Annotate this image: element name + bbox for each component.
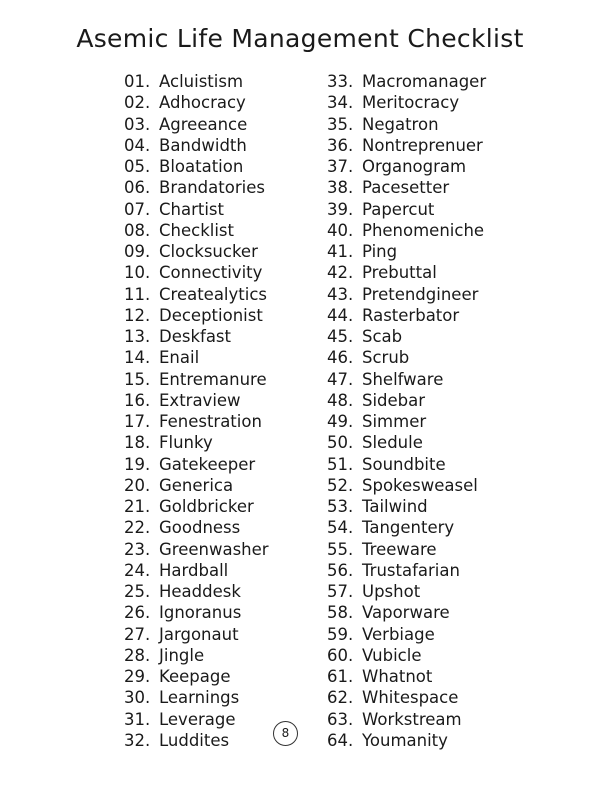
checklist-item <box>124 390 269 411</box>
checklist-item-label: Tangentery <box>362 518 455 538</box>
checklist-item <box>124 199 269 220</box>
checklist-item-number: 45. <box>327 327 354 346</box>
checklist-item-label: Extraview <box>159 390 241 410</box>
checklist-item-label: Entremanure <box>159 369 267 389</box>
checklist-item-label: Adhocracy <box>159 93 246 113</box>
checklist-item <box>124 624 269 645</box>
checklist-item-label: Negatron <box>362 114 439 134</box>
checklist-item <box>327 369 486 390</box>
checklist-item-label: Pretendgineer <box>362 284 479 304</box>
checklist-item <box>124 602 269 623</box>
checklist-item-number: 15. <box>124 369 151 389</box>
checklist-item-label: Greenwasher <box>159 539 269 559</box>
checklist-item-number: 14. <box>124 348 151 368</box>
checklist-item <box>327 177 486 198</box>
checklist-item-label: Hardball <box>159 560 229 580</box>
checklist-item <box>124 475 269 496</box>
checklist-item <box>327 666 486 687</box>
checklist-item-label: Papercut <box>362 199 435 219</box>
checklist-item-number: 62. <box>327 688 354 708</box>
checklist-item <box>124 369 269 390</box>
checklist-item-number: 26. <box>124 603 151 623</box>
checklist-item <box>124 262 269 283</box>
checklist-item-label: Rasterbator <box>362 305 460 325</box>
checklist-item-number: 57. <box>327 582 354 601</box>
checklist-item-label: Soundbite <box>362 454 446 474</box>
checklist-item-label: Scab <box>362 327 403 346</box>
checklist-item-number: 37. <box>327 157 354 176</box>
checklist-item-label: Chartist <box>159 199 224 219</box>
checklist-item-label: Sidebar <box>362 390 426 410</box>
checklist-item-label: Upshot <box>362 582 421 601</box>
checklist-item-number: 39. <box>327 199 354 219</box>
checklist-item-number: 64. <box>327 730 354 750</box>
checklist-item-number: 60. <box>327 645 354 665</box>
checklist-item-number: 20. <box>124 475 151 495</box>
checklist-item-label: Organogram <box>362 157 467 176</box>
checklist-item <box>124 220 269 241</box>
checklist-item-label: Luddites <box>159 730 230 750</box>
checklist-item <box>327 262 486 283</box>
checklist-item-number: 03. <box>124 114 151 134</box>
checklist-item <box>327 156 486 177</box>
checklist-item-label: Vaporware <box>362 603 450 623</box>
checklist-item-label: Goodness <box>159 518 241 538</box>
checklist-item <box>327 220 486 241</box>
checklist-item <box>124 581 269 602</box>
checklist-column-right <box>327 71 486 751</box>
checklist-item <box>327 602 486 623</box>
checklist-item <box>124 241 269 262</box>
checklist-item-number: 42. <box>327 263 354 283</box>
checklist-item <box>124 517 269 538</box>
checklist-item-number: 46. <box>327 348 354 368</box>
checklist-item-label: Verbiage <box>362 624 435 644</box>
checklist-item-number: 05. <box>124 157 151 176</box>
checklist-item-label: Whitespace <box>362 688 459 708</box>
checklist-item-label: Spokesweasel <box>362 475 478 495</box>
checklist-item <box>327 645 486 666</box>
checklist-item-label: Macromanager <box>362 72 487 91</box>
checklist-item <box>327 347 486 368</box>
checklist-item <box>327 560 486 581</box>
checklist-item <box>124 496 269 517</box>
checklist-item-label: Pacesetter <box>362 178 450 198</box>
page-number-badge: 8 <box>273 721 298 746</box>
checklist-item-label: Bandwidth <box>159 135 247 155</box>
checklist-item-label: Deskfast <box>159 327 231 346</box>
checklist-item-number: 47. <box>327 369 354 389</box>
checklist-item <box>327 539 486 560</box>
checklist-item <box>327 326 486 347</box>
checklist-item-number: 58. <box>327 603 354 623</box>
checklist-item <box>124 177 269 198</box>
checklist-item-label: Clocksucker <box>159 242 258 261</box>
checklist-item-label: Tailwind <box>362 497 428 516</box>
checklist-item-number: 40. <box>327 220 354 240</box>
checklist-item-label: Createalytics <box>159 284 268 304</box>
checklist-item <box>327 241 486 262</box>
checklist-item-label: Fenestration <box>159 412 262 431</box>
checklist-item-number: 41. <box>327 242 354 261</box>
checklist-item-label: Phenomeniche <box>362 220 485 240</box>
checklist-item-label: Sledule <box>362 433 423 453</box>
checklist-item-number: 28. <box>124 645 151 665</box>
checklist-item <box>124 347 269 368</box>
checklist-item-number: 55. <box>327 539 354 559</box>
checklist-item <box>124 411 269 432</box>
checklist-item <box>124 454 269 475</box>
checklist-item-number: 12. <box>124 305 151 325</box>
checklist-item-label: Jingle <box>159 645 205 665</box>
checklist-item <box>327 71 486 92</box>
checklist-item-label: Gatekeeper <box>159 454 256 474</box>
checklist-item-label: Scrub <box>362 348 410 368</box>
checklist-item <box>124 135 269 156</box>
checklist-item-number: 10. <box>124 263 151 283</box>
checklist-item-number: 53. <box>327 497 354 516</box>
checklist-item-label: Keepage <box>159 667 231 686</box>
checklist-item <box>124 71 269 92</box>
checklist-item <box>124 114 269 135</box>
checklist-item <box>327 199 486 220</box>
checklist-item-label: Learnings <box>159 688 240 708</box>
checklist-item-number: 56. <box>327 560 354 580</box>
checklist-item-number: 16. <box>124 390 151 410</box>
checklist-item <box>124 730 269 751</box>
checklist-item <box>124 92 269 113</box>
checklist-item-label: Workstream <box>362 709 462 729</box>
checklist-item-number: 11. <box>124 284 151 304</box>
checklist-item <box>327 517 486 538</box>
checklist-item-number: 17. <box>124 412 151 431</box>
checklist-item-label: Ignoranus <box>159 603 242 623</box>
checklist-item-label: Connectivity <box>159 263 263 283</box>
checklist-item-label: Trustafarian <box>362 560 460 580</box>
checklist-item-label: Headdesk <box>159 582 241 601</box>
checklist-item-number: 49. <box>327 412 354 431</box>
checklist-item <box>124 156 269 177</box>
checklist-item-number: 38. <box>327 178 354 198</box>
checklist-item-label: Jargonaut <box>159 624 239 644</box>
checklist-item-number: 61. <box>327 667 354 686</box>
checklist-item <box>327 581 486 602</box>
checklist-item-label: Vubicle <box>362 645 422 665</box>
checklist-item <box>124 560 269 581</box>
checklist-item-label: Meritocracy <box>362 93 460 113</box>
checklist-item-number: 31. <box>124 709 151 729</box>
checklist-item-label: Generica <box>159 475 234 495</box>
checklist-item-label: Bloatation <box>159 157 244 176</box>
checklist-item-number: 06. <box>124 178 151 198</box>
checklist-item-number: 04. <box>124 135 151 155</box>
checklist-item <box>327 114 486 135</box>
checklist-item <box>327 730 486 751</box>
checklist-item-label: Flunky <box>159 433 213 453</box>
checklist-item-number: 09. <box>124 242 151 261</box>
checklist-item <box>124 666 269 687</box>
checklist-item-number: 59. <box>327 624 354 644</box>
checklist-item <box>327 709 486 730</box>
checklist-item <box>327 390 486 411</box>
checklist-item-label: Enail <box>159 348 200 368</box>
checklist-item <box>327 475 486 496</box>
checklist-item <box>327 496 486 517</box>
checklist-item-number: 23. <box>124 539 151 559</box>
checklist-item-label: Simmer <box>362 412 427 431</box>
checklist-item-label: Whatnot <box>362 667 433 686</box>
checklist-item-number: 29. <box>124 667 151 686</box>
checklist-item <box>327 411 486 432</box>
checklist-item-number: 13. <box>124 327 151 346</box>
checklist-item-label: Nontreprenuer <box>362 135 483 155</box>
checklist-item <box>124 326 269 347</box>
checklist-item <box>327 432 486 453</box>
checklist-item <box>327 624 486 645</box>
checklist-item-number: 44. <box>327 305 354 325</box>
checklist-item-label: Youmanity <box>362 730 448 750</box>
checklist-item <box>124 539 269 560</box>
checklist-item <box>124 284 269 305</box>
checklist-item <box>124 432 269 453</box>
checklist-item-number: 43. <box>327 284 354 304</box>
checklist-item-label: Brandatories <box>159 178 265 198</box>
checklist-item <box>327 454 486 475</box>
checklist-item-number: 22. <box>124 518 151 538</box>
checklist-item-number: 24. <box>124 560 151 580</box>
checklist-item <box>327 687 486 708</box>
page-title: Asemic Life Management Checklist <box>76 24 524 53</box>
checklist-item <box>124 687 269 708</box>
checklist-item-label: Agreeance <box>159 114 248 134</box>
checklist-item-number: 52. <box>327 475 354 495</box>
checklist-item <box>327 92 486 113</box>
checklist-item-number: 25. <box>124 582 151 601</box>
checklist-item-number: 48. <box>327 390 354 410</box>
checklist-item-number: 33. <box>327 72 354 91</box>
checklist-item-number: 32. <box>124 730 151 750</box>
checklist-item <box>124 709 269 730</box>
checklist-item-number: 02. <box>124 93 151 113</box>
checklist-item-number: 21. <box>124 497 151 516</box>
checklist-item-label: Treeware <box>362 539 437 559</box>
checklist-item <box>327 135 486 156</box>
checklist-item <box>327 284 486 305</box>
checklist-item-number: 19. <box>124 454 151 474</box>
checklist-item-label: Ping <box>362 242 398 261</box>
checklist-item-number: 54. <box>327 518 354 538</box>
checklist-item-number: 18. <box>124 433 151 453</box>
checklist-item-number: 34. <box>327 93 354 113</box>
checklist-column-left <box>124 71 269 751</box>
checklist-item-number: 63. <box>327 709 354 729</box>
checklist-item-label: Prebuttal <box>362 263 437 283</box>
checklist-item-number: 07. <box>124 199 151 219</box>
checklist-item-number: 08. <box>124 220 151 240</box>
checklist-item-number: 51. <box>327 454 354 474</box>
checklist-item-number: 01. <box>124 72 151 91</box>
checklist-item-label: Goldbricker <box>159 497 254 516</box>
checklist-item-number: 30. <box>124 688 151 708</box>
checklist-item-label: Checklist <box>159 220 234 240</box>
checklist-item <box>124 645 269 666</box>
checklist-item-label: Deceptionist <box>159 305 263 325</box>
checklist-item <box>124 305 269 326</box>
checklist-item-label: Acluistism <box>159 72 244 91</box>
checklist-item-number: 36. <box>327 135 354 155</box>
checklist-item-label: Leverage <box>159 709 236 729</box>
checklist-item-number: 35. <box>327 114 354 134</box>
checklist-item-number: 50. <box>327 433 354 453</box>
checklist-item-number: 27. <box>124 624 151 644</box>
checklist-item-label: Shelfware <box>362 369 444 389</box>
checklist-item <box>327 305 486 326</box>
